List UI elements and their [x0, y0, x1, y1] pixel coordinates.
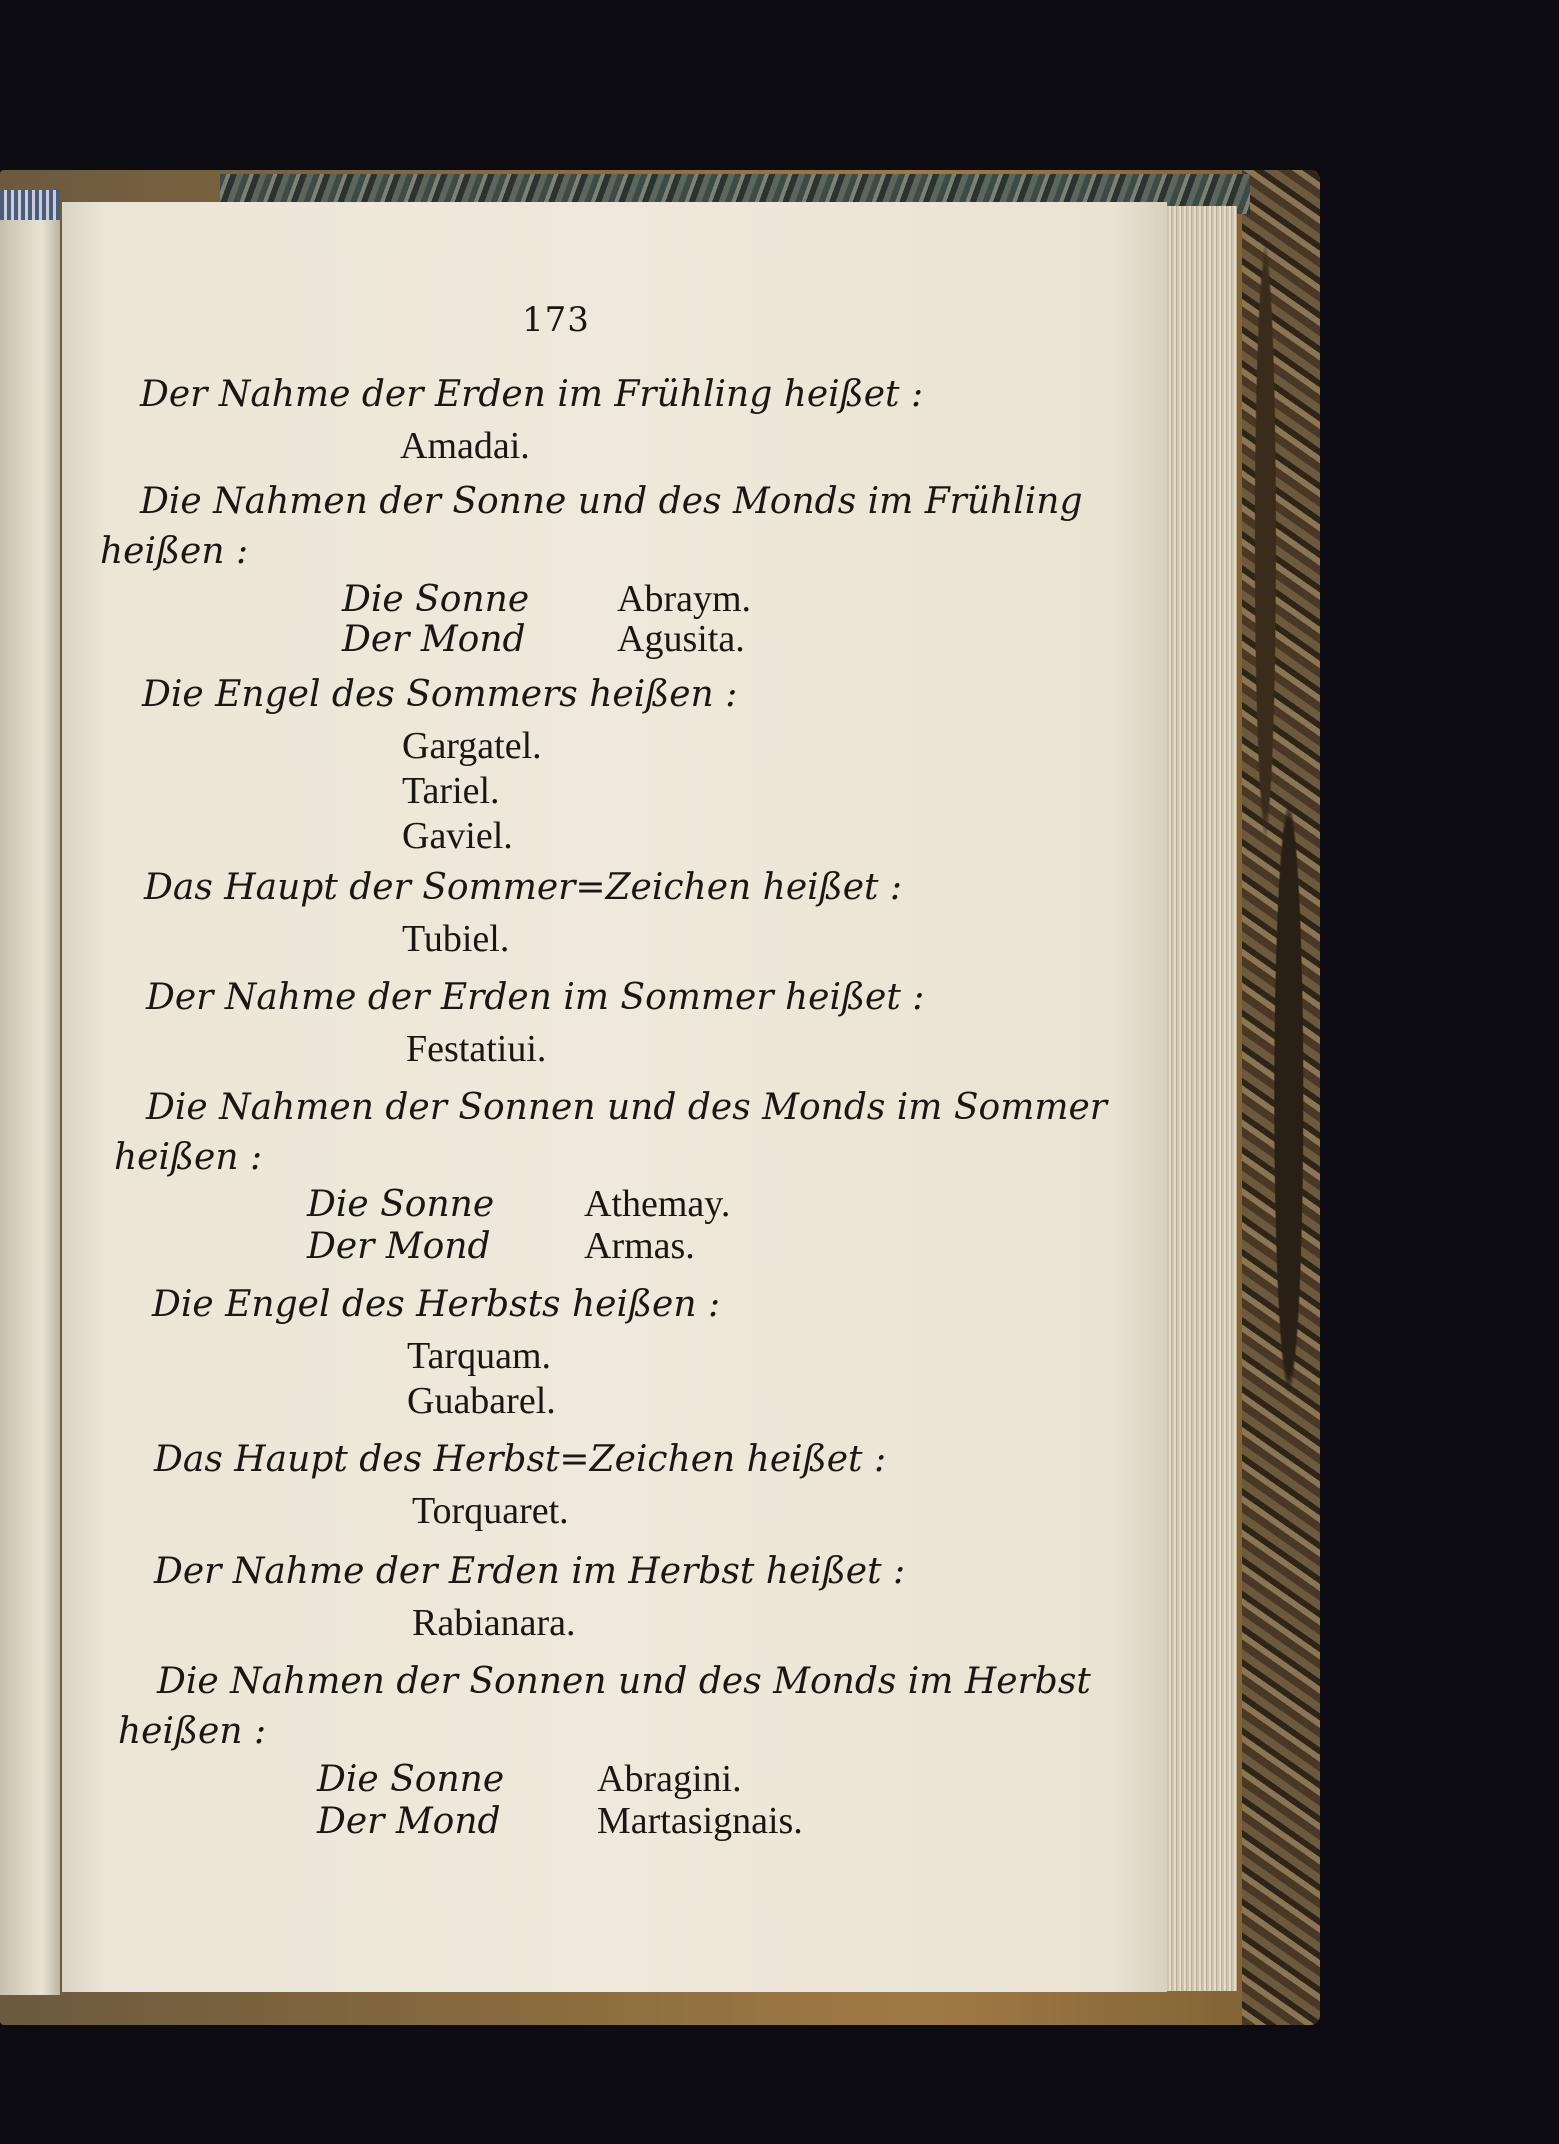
text-line: Gaviel. — [402, 815, 513, 857]
text-line: Die Nahmen der Sonne und des Monds im Frühling — [140, 481, 1083, 522]
text-line: heißen : — [114, 1137, 263, 1178]
text-line: Die Sonne — [342, 579, 530, 620]
text-line: heißen : — [118, 1711, 267, 1752]
text-line: Der Nahme der Erden im Herbst heißet : — [154, 1551, 906, 1592]
text-line: Abraym. — [617, 578, 752, 620]
text-line: Die Nahmen der Sonnen und des Monds im Herbst — [157, 1661, 1091, 1702]
text-line: Agusita. — [617, 618, 745, 660]
bookmark-strip — [0, 190, 60, 220]
book-page — [62, 202, 1167, 1992]
text-line: Torquaret. — [412, 1490, 569, 1532]
text-line: Die Nahmen der Sonnen und des Monds im Sommer — [146, 1087, 1108, 1128]
text-line: Tariel. — [402, 770, 500, 812]
text-line: Martasignais. — [597, 1800, 803, 1842]
text-line: Der Mond — [307, 1226, 491, 1267]
text-line: Das Haupt des Herbst=Zeichen heißet : — [154, 1439, 887, 1480]
text-line: Athemay. — [584, 1183, 731, 1225]
text-line: Die Sonne — [307, 1184, 495, 1225]
book — [0, 170, 1320, 2025]
page-number: 173 — [522, 300, 590, 340]
text-line: Abragini. — [597, 1758, 742, 1800]
text-line: Tarquam. — [407, 1335, 552, 1377]
text-line: heißen : — [100, 531, 249, 572]
text-line: Guabarel. — [407, 1380, 556, 1422]
marbled-edge — [1242, 170, 1320, 2025]
text-line: Die Engel des Herbsts heißen : — [152, 1284, 721, 1325]
text-line: Der Nahme der Erden im Sommer heißet : — [146, 977, 925, 1018]
text-line: Der Mond — [342, 619, 526, 660]
text-line: Die Engel des Sommers heißen : — [142, 674, 738, 715]
text-line: Amadai. — [400, 425, 530, 467]
text-line: Armas. — [584, 1225, 695, 1267]
text-line: Rabianara. — [412, 1602, 576, 1644]
text-line: Tubiel. — [402, 918, 510, 960]
left-page-edge — [0, 200, 60, 1995]
text-line: Das Haupt der Sommer=Zeichen heißet : — [144, 867, 903, 908]
page-edges — [1167, 206, 1237, 1991]
text-line: Der Nahme der Erden im Frühling heißet : — [140, 374, 924, 415]
text-line: Der Mond — [317, 1801, 501, 1842]
text-line: Gargatel. — [402, 725, 542, 767]
text-line: Festatiui. — [406, 1028, 547, 1070]
text-line: Die Sonne — [317, 1759, 505, 1800]
